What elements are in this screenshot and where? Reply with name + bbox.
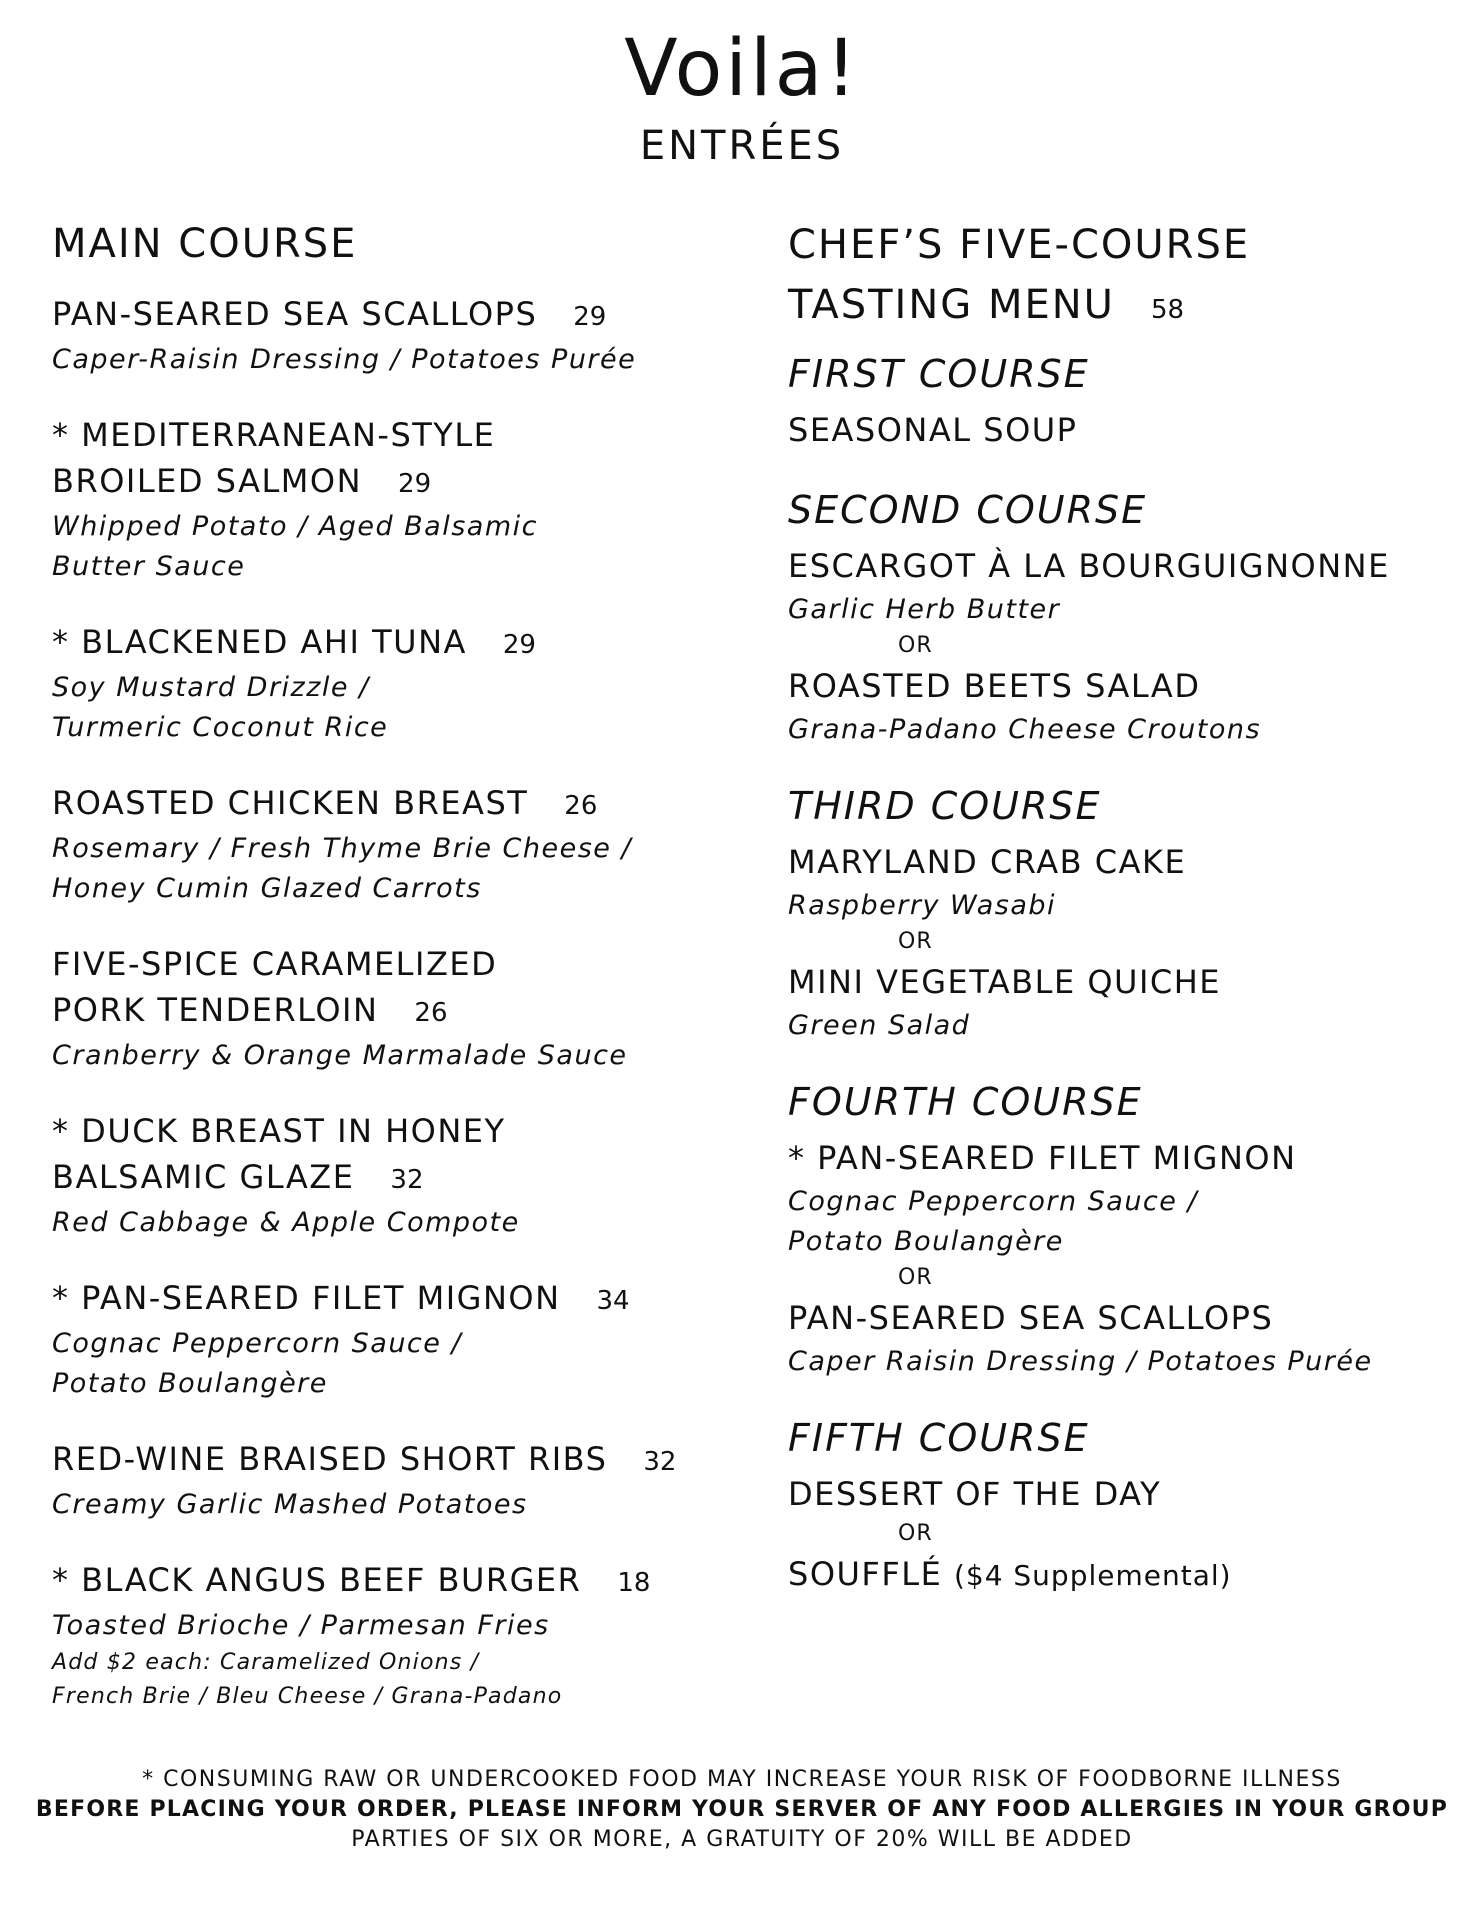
course-option-name: [788, 1294, 1448, 1342]
item-description: Cognac Peppercorn Sauce /: [52, 1328, 463, 1359]
course-title: THIRD COURSE: [788, 784, 1102, 828]
main-course-list: [52, 291, 732, 1714]
menu-item: [52, 1436, 732, 1525]
item-name-text: ROASTED CHICKEN BREAST: [52, 784, 529, 822]
tasting-menu-column: [788, 215, 1448, 1630]
item-name-text: * PAN-SEARED FILET MIGNON: [52, 1279, 561, 1317]
item-name-text: BALSAMIC GLAZE: [52, 1158, 355, 1196]
item-price: 29: [398, 469, 432, 499]
menu-item: [52, 619, 732, 748]
item-name-text: PAN-SEARED SEA SCALLOPS: [52, 295, 538, 333]
item-name: [52, 1436, 732, 1485]
course-option-name: [788, 1550, 1448, 1600]
item-price: 34: [596, 1286, 630, 1316]
item-name-text: BROILED SALMON: [52, 462, 363, 500]
item-price: 32: [643, 1447, 677, 1477]
item-price: 29: [573, 302, 607, 332]
course-option-text: MINI VEGETABLE QUICHE: [788, 963, 1222, 1001]
menu-header: [0, 20, 1484, 170]
item-description: Creamy Garlic Mashed Potatoes: [52, 1489, 528, 1520]
main-course-column: [52, 215, 732, 1746]
item-name-text: * DUCK BREAST IN HONEY: [52, 1112, 506, 1150]
item-name: [52, 291, 732, 340]
course-option-name: [788, 958, 1448, 1006]
item-name-text: * BLACK ANGUS BEEF BURGER: [52, 1561, 582, 1599]
tasting-price: 58: [1150, 295, 1185, 325]
item-name-text: * MEDITERRANEAN-STYLE: [52, 416, 496, 454]
course-title: FOURTH COURSE: [788, 1080, 1143, 1124]
main-course-title: MAIN COURSE: [52, 221, 358, 267]
raw-food-warning: * CONSUMING RAW OR UNDERCOOKED FOOD MAY INCREASE YOUR RISK OF FOODBORNE ILLNESS: [142, 1767, 1342, 1792]
item-price: 26: [564, 791, 598, 821]
item-description: Honey Cumin Glazed Carrots: [52, 873, 482, 904]
menu-item: [52, 1557, 732, 1714]
tasting-course: [788, 484, 1448, 750]
or-separator: OR: [898, 1521, 933, 1546]
item-description: Turmeric Coconut Rice: [52, 712, 389, 743]
item-name: [52, 619, 732, 668]
item-name-text: FIVE-SPICE CARAMELIZED: [52, 945, 498, 983]
menu-item: [52, 941, 732, 1076]
item-price: 29: [502, 630, 536, 660]
course-option-name: [788, 542, 1448, 590]
tasting-course: [788, 1076, 1448, 1382]
course-option-description: Potato Boulangère: [788, 1226, 1064, 1257]
item-price: 32: [390, 1165, 424, 1195]
tasting-title-text: TASTING MENU: [788, 282, 1115, 328]
course-option-text: SOUFFLÉ: [788, 1555, 943, 1593]
item-description: Soy Mustard Drizzle /: [52, 672, 370, 703]
item-name: [52, 412, 732, 458]
course-title: FIFTH COURSE: [788, 1416, 1090, 1460]
menu-footer: [0, 1765, 1484, 1855]
item-name: [52, 780, 732, 829]
menu-item: [52, 412, 732, 587]
tasting-menu-title: [788, 215, 1448, 340]
item-name: [52, 987, 732, 1036]
course-option-name: [788, 662, 1448, 710]
item-description: Toasted Brioche / Parmesan Fries: [52, 1610, 550, 1641]
tasting-course-list: [788, 348, 1448, 1600]
item-name: [52, 1154, 732, 1203]
item-name: [52, 941, 732, 987]
course-title: SECOND COURSE: [788, 488, 1148, 532]
supplement-note: ($4 Supplemental): [953, 1559, 1232, 1592]
menu-item: [52, 780, 732, 909]
item-description: Cranberry & Orange Marmalade Sauce: [52, 1040, 628, 1071]
tasting-course: [788, 1412, 1448, 1600]
item-name-text: * BLACKENED AHI TUNA: [52, 623, 467, 661]
course-option-text: ROASTED BEETS SALAD: [788, 667, 1201, 705]
course-option-description: Raspberry Wasabi: [788, 890, 1057, 921]
menu-subtitle: ENTRÉES: [639, 123, 845, 169]
item-price: 18: [617, 1568, 651, 1598]
course-option-text: ESCARGOT À LA BOURGUIGNONNE: [788, 547, 1390, 585]
course-option-name: [788, 1134, 1448, 1182]
or-separator: OR: [898, 1265, 933, 1290]
item-name: [52, 458, 732, 507]
or-separator: OR: [898, 929, 933, 954]
course-option-name: [788, 406, 1448, 454]
tasting-title-line1: CHEF’S FIVE-COURSE: [788, 222, 1251, 268]
tasting-course: [788, 780, 1448, 1046]
item-description: Butter Sauce: [52, 551, 246, 582]
or-separator: OR: [898, 633, 933, 658]
restaurant-title: Voila!: [624, 24, 860, 114]
menu-item: [52, 1108, 732, 1243]
course-option-description: Grana-Padano Cheese Croutons: [788, 714, 1262, 745]
course-option-text: DESSERT OF THE DAY: [788, 1475, 1162, 1513]
item-price: 26: [414, 998, 448, 1028]
item-name-text: PORK TENDERLOIN: [52, 991, 379, 1029]
course-option-description: Caper Raisin Dressing / Potatoes Purée: [788, 1346, 1373, 1377]
item-description: Rosemary / Fresh Thyme Brie Cheese /: [52, 833, 633, 864]
course-title: FIRST COURSE: [788, 352, 1090, 396]
item-description: Red Cabbage & Apple Compote: [52, 1207, 520, 1238]
course-option-name: [788, 838, 1448, 886]
course-option-description: Cognac Peppercorn Sauce /: [788, 1186, 1199, 1217]
course-option-text: * PAN-SEARED FILET MIGNON: [788, 1139, 1297, 1177]
item-addon-note: Add $2 each: Caramelized Onions /: [52, 1650, 480, 1675]
menu-item: [52, 1275, 732, 1404]
item-description: Whipped Potato / Aged Balsamic: [52, 511, 538, 542]
menu-item: [52, 291, 732, 380]
item-name-text: RED-WINE BRAISED SHORT RIBS: [52, 1440, 608, 1478]
item-description: Potato Boulangère: [52, 1368, 328, 1399]
tasting-course: [788, 348, 1448, 454]
course-option-description: Green Salad: [788, 1010, 971, 1041]
gratuity-notice: PARTIES OF SIX OR MORE, A GRATUITY OF 20% WILL BE ADDED: [351, 1827, 1133, 1852]
course-option-text: PAN-SEARED SEA SCALLOPS: [788, 1299, 1274, 1337]
item-name: [52, 1108, 732, 1154]
course-option-text: SEASONAL SOUP: [788, 411, 1078, 449]
item-description: Caper-Raisin Dressing / Potatoes Purée: [52, 344, 637, 375]
course-option-text: MARYLAND CRAB CAKE: [788, 843, 1187, 881]
tasting-title-line2: [788, 275, 1448, 340]
item-name: [52, 1275, 732, 1324]
item-addon-note: French Brie / Bleu Cheese / Grana-Padano: [52, 1684, 563, 1709]
course-option-description: Garlic Herb Butter: [788, 594, 1061, 625]
allergy-notice: BEFORE PLACING YOUR ORDER, PLEASE INFORM YOUR SERVER OF ANY FOOD ALLERGIES IN YOUR GROUP: [35, 1797, 1449, 1822]
course-option-name: [788, 1470, 1448, 1518]
item-name: [52, 1557, 732, 1606]
